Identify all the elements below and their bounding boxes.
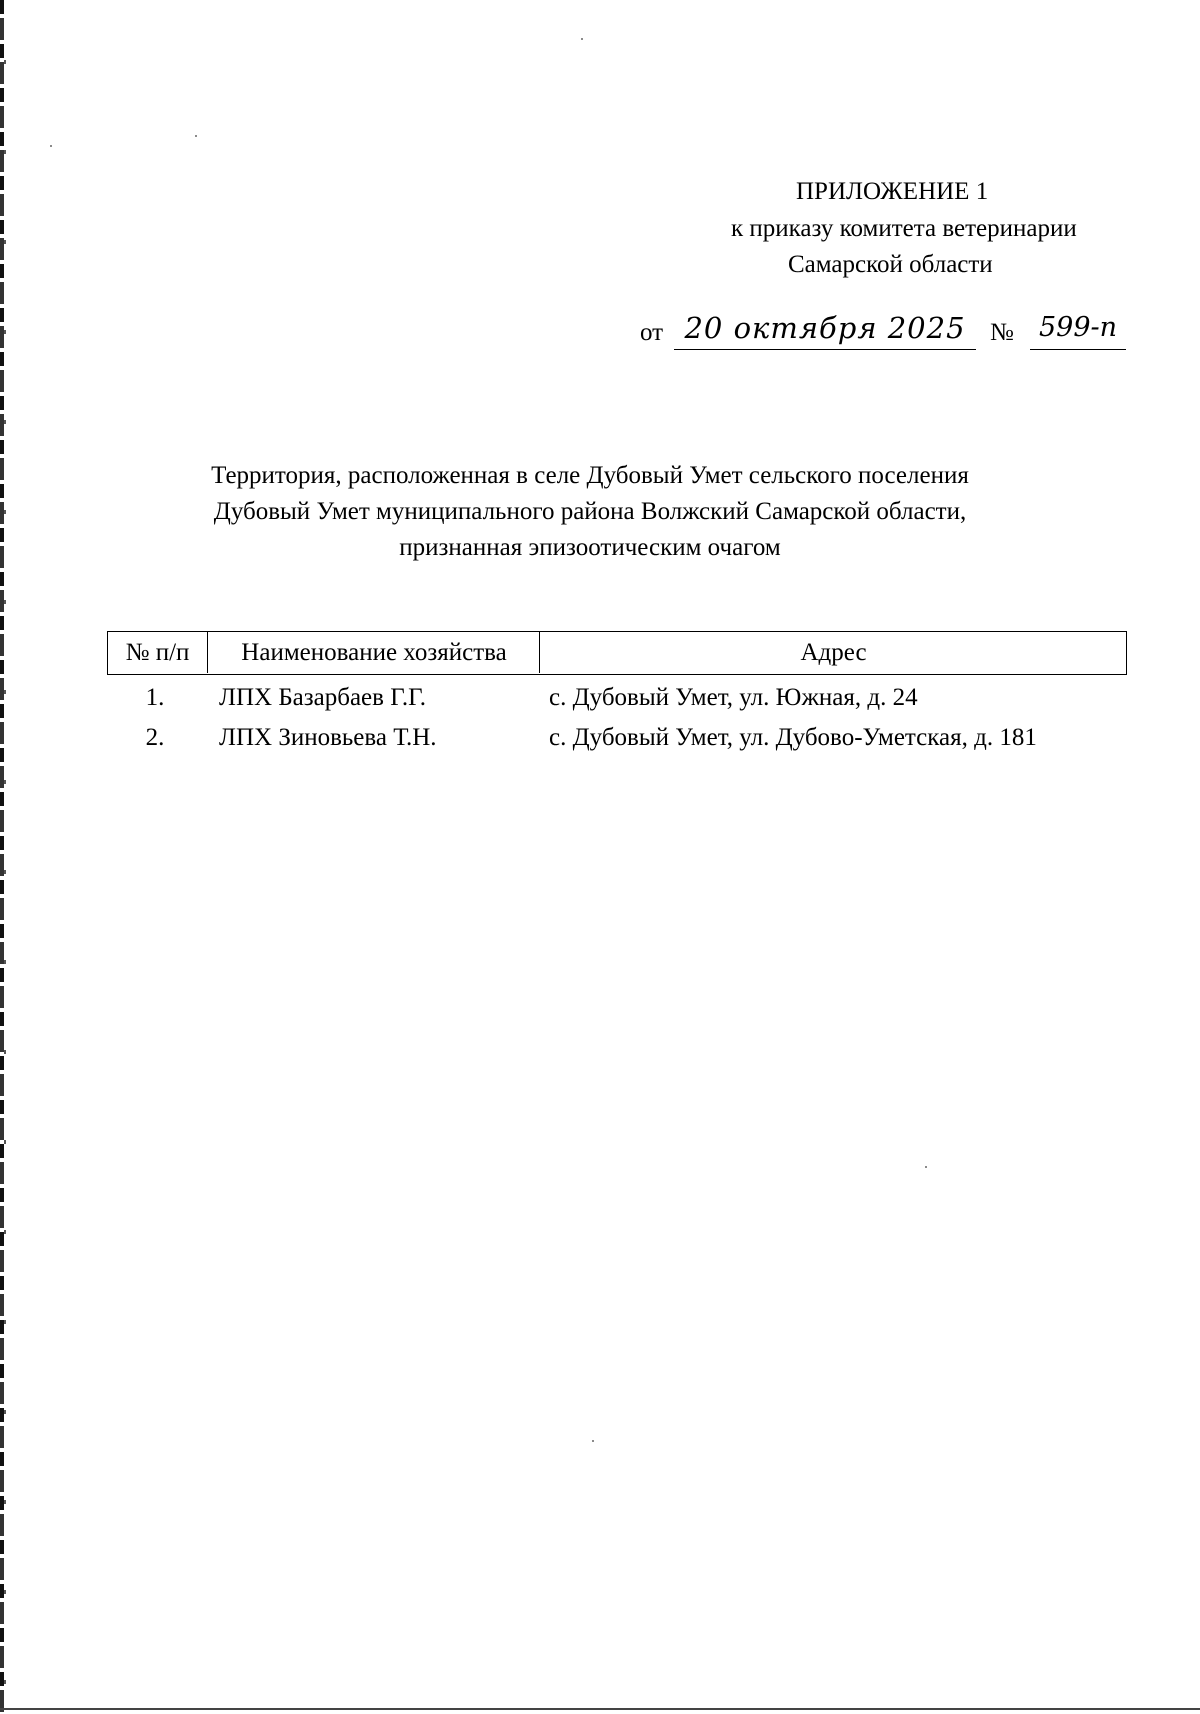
document-title xyxy=(130,458,1050,566)
table-row xyxy=(107,678,1127,718)
table-body xyxy=(107,675,1127,758)
column-header-household: Наименование хозяйства xyxy=(209,632,540,673)
scan-speck xyxy=(592,1440,594,1442)
row-address: с. Дубовый Умет, ул. Дубово-Уметская, д. 181 xyxy=(549,724,1037,751)
document-title-line: Территория, расположенная в селе Дубовый Умет сельского поселения xyxy=(211,462,969,489)
document-title-line: признанная эпизоотическим очагом xyxy=(399,534,781,561)
column-header-address: Адрес xyxy=(800,639,867,666)
scan-speck xyxy=(925,1166,927,1168)
order-line xyxy=(640,311,1140,355)
households-table xyxy=(107,631,1127,758)
scan-speck xyxy=(581,38,583,40)
appendix-title: ПРИЛОЖЕНИЕ 1 xyxy=(796,178,989,205)
row-number: 2. xyxy=(145,724,165,751)
scan-edge-bottom xyxy=(0,1708,1200,1710)
order-number-sign: № xyxy=(990,319,1014,346)
row-household: ЛПХ Зиновьева Т.Н. xyxy=(219,724,437,751)
appendix-region: Самарской области xyxy=(788,251,993,278)
table-row xyxy=(107,718,1127,758)
scan-edge-left-marks xyxy=(4,0,6,1714)
order-date-handwritten: 20 октября 2025 xyxy=(674,307,976,350)
column-header-number: № п/п xyxy=(108,632,208,673)
row-number: 1. xyxy=(145,684,165,711)
document-title-line: Дубовый Умет муниципального района Волжский Самарской области, xyxy=(213,498,967,525)
row-address: с. Дубовый Умет, ул. Южная, д. 24 xyxy=(549,684,918,711)
order-from-label: от xyxy=(640,319,664,346)
order-number-handwritten: 599-п xyxy=(1030,307,1126,350)
table-header xyxy=(107,631,1127,675)
scan-speck xyxy=(195,135,197,137)
row-household: ЛПХ Базарбаев Г.Г. xyxy=(219,684,426,711)
appendix-reference: к приказу комитета ветеринарии xyxy=(731,215,1077,242)
scan-speck xyxy=(50,145,52,147)
